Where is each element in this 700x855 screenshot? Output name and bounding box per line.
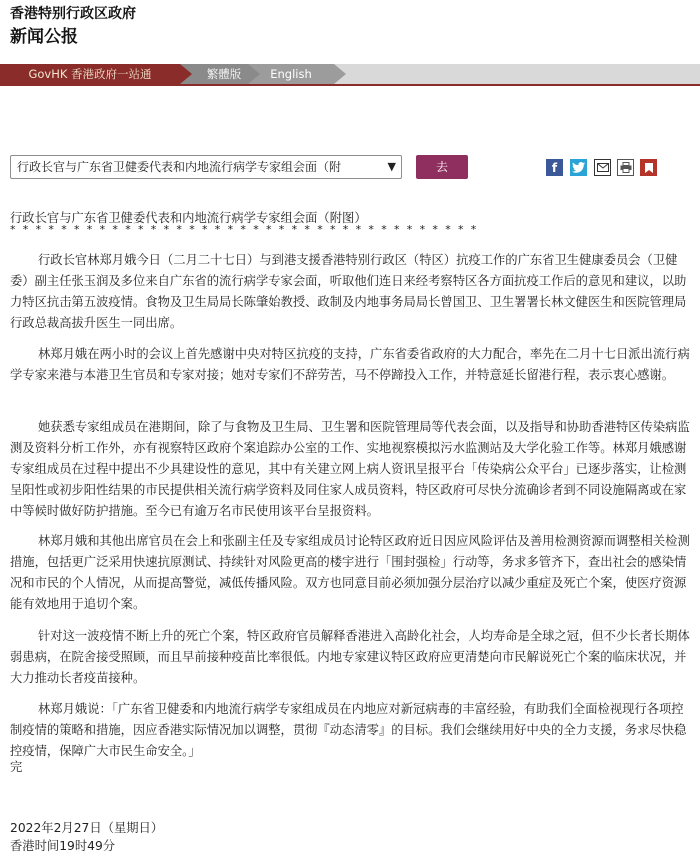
- tab-arrow: [180, 64, 192, 84]
- chevron-down-icon: ▼: [387, 160, 396, 173]
- article-end-mark: 完: [10, 760, 23, 774]
- article-paragraph: 她获悉专家组成员在港期间，除了与食物及卫生局、卫生署和医院管理局等代表会面，以及指导和协助香港特区传染病监测及资料分析工作外，亦有视察特区政府个案追踪办公室的工作、实地视察模拟污水监测站及大学化验工作等。林郑月娥感谢专家组成员在过程中提出不少具建设性的意见，其中有关建立网上病人资讯呈报平台「传染病公众平台」已逐步落实，让检测呈阳性或初步阳性结果的市民提供相关流行病学资料及同住家人成员资料，特区政府可尽快分流确诊者到不同设施隔离或在家中等候时做好防护措施。至今已有逾万名市民使用该平台呈报资料。: [10, 420, 690, 518]
- article-date: 2022年2月27日（星期日）: [10, 821, 164, 835]
- bookmark-icon[interactable]: [640, 159, 657, 176]
- title-divider-stars: *************************************: [10, 223, 484, 236]
- page-title: 新闻公报: [10, 27, 78, 47]
- facebook-icon[interactable]: f: [546, 159, 563, 176]
- article-paragraph: 针对这一波疫情不断上升的死亡个案，特区政府官员解释香港进入高龄化社会，人均寿命是全球之冠，但不少长者长期体弱患病，在院舍接受照顾，而且早前接种疫苗比率很低。内地专家建议特区政府应更清楚向市民解说死亡个案的临床状况，并大力推动长者疫苗接种。: [10, 629, 690, 685]
- article-title: 行政长官与广东省卫健委代表和内地流行病学专家组会面（附图）: [10, 211, 367, 225]
- twitter-icon[interactable]: [570, 159, 587, 176]
- site-name: 香港特别行政区政府: [10, 6, 136, 22]
- page-header: [10, 4, 136, 49]
- govhk-link[interactable]: GovHK 香港政府一站通: [0, 64, 180, 84]
- article-paragraph: 林郑月娥在两小时的会议上首先感谢中央对特区抗疫的支持，广东省委省政府的大力配合，率先在二月十七日派出流行病学专家来港与本港卫生官员和专家对接；她对专家们不辞劳苦，马不停蹄投入工作，并特意延长留港行程，表示衷心感谢。: [10, 347, 690, 382]
- traditional-chinese-link[interactable]: 繁體版: [180, 64, 268, 84]
- article-paragraph: 林郑月娥和其他出席官员在会上和张副主任及专家组成员讨论特区政府近日因应风险评估及善用检测资源而调整相关检测措施，包括更广泛采用快速抗原测试、持续针对风险更高的楼宇进行「围封强检」行动等，务求多管齐下，查出社会的感染情况和市民的个人情况，从而提高警觉，减低传播风险。双方也同意目前必须加强分层治疗以减少重症及死亡个案，使医疗资源能有效地用于追切个案。: [10, 534, 690, 611]
- english-link[interactable]: English: [248, 64, 334, 84]
- go-button[interactable]: 去: [416, 155, 468, 179]
- tab-arrow: [248, 64, 260, 84]
- header-divider: [0, 84, 700, 86]
- print-icon[interactable]: [617, 159, 634, 176]
- article-select-value: 行政长官与广东省卫健委代表和内地流行病学专家组会面（附: [17, 160, 342, 174]
- language-navbar: [0, 64, 700, 84]
- article-select[interactable]: [10, 155, 402, 179]
- article-time: 香港时间19时49分: [10, 839, 116, 853]
- email-icon[interactable]: [594, 159, 611, 176]
- article-paragraph: 林郑月娥说：「广东省卫健委和内地流行病学专家组成员在内地应对新冠病毒的丰富经验，有助我们全面检视现行各项控制疫情的策略和措施，因应香港实际情况加以调整，贯彻『动态清零』的目标。我们会继续用好中央的全力支援，务求尽快稳控疫情，保障广大市民生命安全。」: [10, 702, 687, 758]
- article-paragraph: 行政长官林郑月娥今日（二月二十七日）与到港支援香港特别行政区（特区）抗疫工作的广东省卫生健康委员会（卫健委）副主任张玉润及多位来自广东省的流行病学专家会面，听取他们连日来经考察特区各方面抗疫工作后的意见和建议，以助力特区抗击第五波疫情。食物及卫生局局长陈肇始教授、政制及内地事务局局长曾国卫、卫生署署长林文健医生和医院管理局行政总裁高拔升医生一同出席。: [10, 253, 687, 330]
- tab-arrow: [334, 64, 346, 84]
